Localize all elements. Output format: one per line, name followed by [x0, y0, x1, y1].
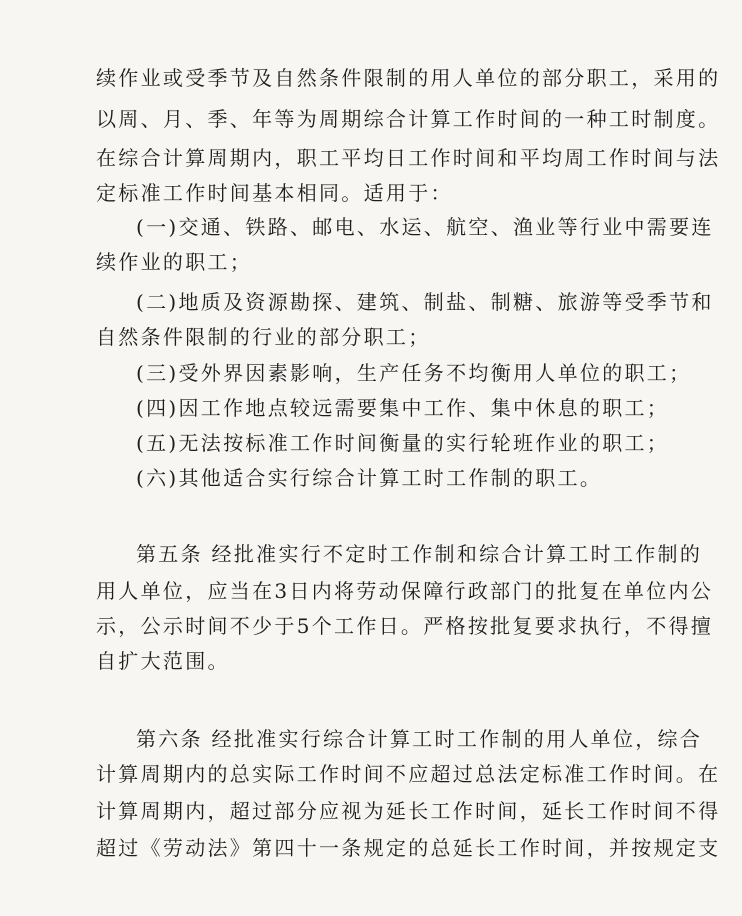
- text-line: 自扩大范围。: [96, 649, 230, 673]
- text-line: 用人单位，应当在3日内将劳动保障行政部门的批复在单位内公: [96, 579, 714, 603]
- text-line: 在综合计算周期内，职工平均日工作时间和平均周工作时间与法: [96, 146, 721, 170]
- text-line: (一)交通、铁路、邮电、水运、航空、渔业等行业中需要连: [136, 215, 714, 239]
- text-line: 自然条件限制的行业的部分职工；: [96, 325, 431, 349]
- text-line: (三)受外界因素影响，生产任务不均衡用人单位的职工；: [136, 361, 692, 385]
- text-line: 第五条 经批准实行不定时工作制和综合计算工时工作制的: [136, 542, 703, 566]
- text-line: 续作业或受季节及自然条件限制的用人单位的部分职工，采用的: [96, 66, 721, 90]
- text-line: 第六条 经批准实行综合计算工时工作制的用人单位，综合: [136, 727, 703, 751]
- text-line: 计算周期内的总实际工作时间不应超过总法定标准工作时间。在: [96, 762, 721, 786]
- text-line: 示，公示时间不少于5个工作日。严格按批复要求执行，不得擅: [96, 614, 714, 638]
- text-line: 计算周期内，超过部分应视为延长工作时间，延长工作时间不得: [96, 799, 721, 823]
- text-line: 以周、月、季、年等为周期综合计算工作时间的一种工时制度。: [96, 107, 721, 131]
- text-line: (五)无法按标准工作时间衡量的实行轮班作业的职工；: [136, 431, 670, 455]
- text-line: 续作业的职工；: [96, 250, 253, 274]
- text-line: 定标准工作时间基本相同。适用于：: [96, 181, 453, 205]
- text-line: (四)因工作地点较远需要集中工作、集中休息的职工；: [136, 396, 670, 420]
- text-line: (二)地质及资源勘探、建筑、制盐、制糖、旅游等受季节和: [136, 290, 714, 314]
- text-line: (六)其他适合实行综合计算工时工作制的职工。: [136, 466, 603, 490]
- text-line: 超过《劳动法》第四十一条规定的总延长工作时间，并按规定支: [96, 836, 721, 860]
